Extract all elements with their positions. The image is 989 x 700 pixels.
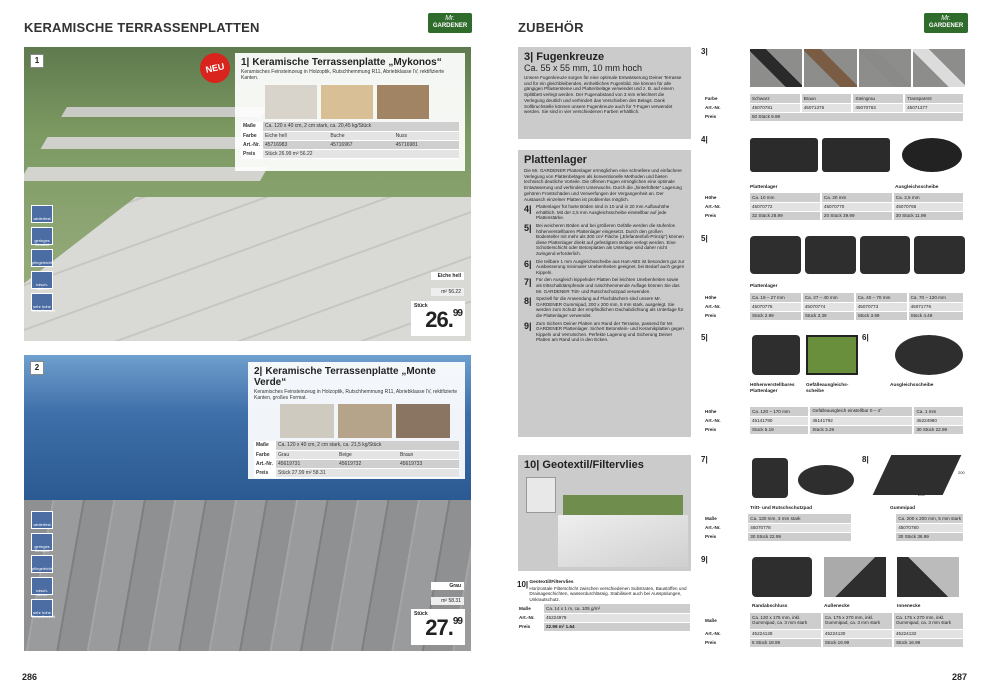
row8-number: 8| <box>862 455 869 464</box>
swatch-grau <box>280 404 334 438</box>
plattenlager-list <box>524 204 685 343</box>
row6-table: Höhe Ca. 120 – 170 mm Gefälleausgleich einstellbar 0 – 4° Ca. 1 mm Art.-Nr. 45141780 45141792 45224980 Preis Stück 5.19 Stück 3.29 30 Stück 22.99 <box>703 407 965 435</box>
list-item: 7| Für den Ausgleich kippelnder Platten bei leichten Unebenheiten sowie als trittschalldämpfende und rutschhemmende Auflage können Sie das Mr. GARDENER Tritt- und Rutschschutzpad verwenden. <box>524 277 680 294</box>
aussenecke-image <box>824 557 886 597</box>
product1-tag-qm: m² 56.22 <box>431 288 464 296</box>
light-weight-icon: geringes Gewicht <box>31 227 53 245</box>
winterfest-icon: winterfest <box>31 511 53 529</box>
row5-table: Höhe Ca. 19 – 27 mm Ca. 27 – 40 mm Ca. 40 – 70 mm Ca. 70 – 120 mm Art.-Nr. 45070775 45070774 45070773 45071776 Preis Stück 2.99 Stück 3.39 Stück 3.99 Stück 4.49 <box>703 293 965 321</box>
product2-description: Keramisches Feinsteinzeug in Holzoptik, Rutschhemmung R11, Abriebklasse IV, rektifizierte Kanten, großes Format. <box>254 389 458 401</box>
left-page-number: 286 <box>22 672 38 682</box>
right-page-number: 287 <box>952 672 968 682</box>
plattenlager-title: Plattenlager <box>524 154 587 166</box>
geotextil-thumbnail <box>526 477 556 513</box>
row4-name-plattenlager: Plattenlager <box>750 185 778 190</box>
row9-name-2: Innenecke <box>897 604 921 609</box>
row7-name: Tritt- und Rutschschutzpad <box>750 506 813 511</box>
swatch-beige <box>338 404 392 438</box>
plattenlager-panel <box>518 150 691 437</box>
row8-name: Gummipad <box>890 506 916 511</box>
row6-number-6: 6| <box>862 333 869 342</box>
innenecke-image <box>897 557 959 597</box>
plattenlager-20mm-image <box>822 138 890 172</box>
row5-number: 5| <box>701 234 708 243</box>
plattenlager-adjustable-images <box>750 236 965 274</box>
ausgleichsscheibe-image <box>902 138 962 172</box>
product1-title: 1| Keramische Terrassenplatte „Mykonos“ <box>241 57 442 68</box>
fugenkreuze-text: Unsere Fugenkreuze sorgen für eine optimale Entwässerung Deiner Terrasse und für ein gleichbleibendes, einheitliches Fugenbild. Sie können für alle gängigen Pflastersteine und Plattenbeläge verwendet und z. B. auf einem Splittbett verlegt werden. Der Fugenabstand von 3 mm erleichtert die Verlegung deutlich und verhindert das Verschieben des Belags. Dank Sollbruchstelle können unsere Fugenkreuze auch für T-Fugen verwendet werden. Sie sind in vier verschiedenen Farben erhältlich. <box>524 75 682 115</box>
row9-number: 9| <box>701 555 708 564</box>
swatch-nuss <box>377 85 429 119</box>
row9-name-0: Randabschluss <box>752 604 788 609</box>
list-item: 9| Zum Sichern Deiner Platten am Rand der Terrasse, passend für Mr. GARDENER Plattenlager. Sichert Betonstein- und Keramikplatten gegen Kippeln und Verrutschen. Perfekte Lagerung und Sicherung Deiner Platten am Rand und in den Ecken. <box>524 320 684 343</box>
high-load-icon: sehr hohe Belastbarkeit <box>31 599 53 617</box>
product1-infobox <box>235 53 465 171</box>
gefaelleausgleichsscheibe-image <box>806 335 858 375</box>
row4-name-ausgleichsscheibe: Ausgleichsscheibe <box>895 185 939 190</box>
product2-tag-qm: m² 58.31 <box>431 597 464 605</box>
row9-name-1: Außenecke <box>824 604 850 609</box>
light-weight-icon: geringes Gewicht <box>31 533 53 551</box>
fugenkreuz-schwarz-image <box>750 49 802 87</box>
product1-box-number: 1 <box>30 54 44 68</box>
row7-number: 7| <box>701 455 708 464</box>
gummipad-image <box>873 455 962 495</box>
fugenkreuze-panel <box>518 47 691 139</box>
geotextil-panel <box>518 455 691 571</box>
high-load-icon: sehr hohe Belastbarkeit <box>31 293 53 311</box>
product2-tag-name: Grau <box>431 582 464 590</box>
product1-description: Keramisches Feinsteinzeug in Holzoptik, Rutschhemmung R11, Abriebklasse IV, rektifizierte Kanten. <box>241 69 445 81</box>
gummipad-dim-label-b: 200 <box>958 470 965 475</box>
gummipad-dim-label-a: 200 <box>918 492 925 497</box>
product1-spec-table: Maße Ca. 120 x 40 cm, 2 cm stark, ca. 20,45 kg/Stück Farbe Eiche hell Buche Nuss Art.-Nr. 45716983 45716967 45716981 Preis Stück 26.99 m² 56.22 <box>241 122 459 159</box>
product2-infobox <box>248 362 465 479</box>
fugenkreuze-images <box>750 49 965 87</box>
new-badge: NEU <box>197 50 233 86</box>
easy-care-icon: pflegeleicht <box>31 249 53 267</box>
product2-swatches <box>280 404 459 438</box>
list-item: 6| Die teilbare 1 mm Ausgleichsscheibe aus Hart-ABS ist besonders gut zur Ausbesserung minimaler Unebenheiten geeignet, bei Bedarf auch gegen Kippeln. <box>524 258 685 275</box>
swatch-braun <box>396 404 450 438</box>
right-section-title: ZUBEHÖR <box>518 20 584 35</box>
fugenkreuz-steingrau-image <box>859 49 911 87</box>
left-section-title: KERAMISCHE TERRASSENPLATTEN <box>24 20 260 35</box>
geotextil-fleece-image <box>558 515 688 567</box>
plattenlager-text: Die Mr. GARDENER Plattenlager ermöglichen eine schnellere und einfachere Verlegung von Plattenbelägen als konventionelle Methoden und bieten technisch deutliche Vorteile. Die offenen Fugen ermöglichen eine optimale Entwässerung und verhindern Unterwuchs. Durch die „hinterlüftete“ Lagerung gehören Frostschäden und Verwerfungen der Vergangenheit an. Der Austausch einzelner Platten ist problemlos möglich. <box>524 168 682 202</box>
mr-gardener-logo: Mr. GARDENER <box>924 13 968 33</box>
row9-table: Maße Ca. 120 x 175 mm, inkl. Gummipad, ca. 3 mm stark Ca. 175 x 270 mm, inkl. Gummipad, ca. 3 mm stark Ca. 175 x 270 mm, inkl. Gummipad, ca. 3 mm stark Art.-Nr. 45224128 45224130 45224132 Preis 5 Stück 18.99 Stück 16.99 Stück 16.99 <box>703 613 965 648</box>
randabschluss-image <box>752 557 812 597</box>
list-item: 5| Bei weicheren Böden und bei größeren Gefälle werden die stufenlos höhenverstellbaren Plattenlager eingesetzt. Durch den großen Bodenteller mit mehr als 300 cm² Fläche („Elefantenfuß-Prinzip“) können diese Plattenlager direkt auf gefestigtem Boden verlegt werden. Eine Schotterschicht oder Betonplatten als Unterlage sind daher nicht zwingend erforderlich. <box>524 223 684 256</box>
swatch-buche <box>321 85 373 119</box>
easy-care-icon: pflegeleicht <box>31 555 53 573</box>
tritt-rutschschutzpad-image-a <box>752 458 788 498</box>
winterfest-icon: winterfest <box>31 205 53 223</box>
product1-price: Stück 26.99 <box>411 301 465 336</box>
tritt-rutschschutzpad-image-b <box>798 465 854 495</box>
row4-number: 4| <box>701 135 708 144</box>
product1-tag-name: Eiche hell <box>431 272 464 280</box>
product2-spec-table: Maße Ca. 120 x 40 cm, 2 cm stark, ca. 21,5 kg/Stück Farbe Grau Beige Braun Art.-Nr. 45619731 45619732 45619733 Preis Stück 27.99 m² 58.31 <box>254 441 459 478</box>
geotextil-title: 10| Geotextil/Filtervlies <box>524 459 644 471</box>
row4-table: Höhe Ca. 10 mm Ca. 20 mm Ca. 2,5 mm Art.-Nr. 45070772 45070770 45070768 Preis 32 Stück 28.99 20 Stück 39.99 30 Stück 11.99 <box>703 193 965 221</box>
slip-resistant-icon: rutsch-sicher <box>31 271 53 289</box>
product1-feature-icons <box>31 205 56 315</box>
row6-name-1: Gefälleausgleichs-scheibe <box>806 383 849 394</box>
product1-swatches <box>265 85 459 119</box>
row6-number-5: 5| <box>701 333 708 342</box>
geotextil-details: 10| Geotextil/Filtervlies Horizontale Filterschicht zwischen verschiedenen Substraten, Baustoffen und Drainageschichten, wasserdurchlässig. Stabilisiert auch bei Ausspülungen, Unkrautschutz. Maße Ca. 14 x 1 m, ca. 105 g/m² Art.-Nr. 45224979 Preis 22.99 m² 1.64 <box>517 580 692 632</box>
product2-title: 2| Keramische Terrassenplatte „Monte Verde“ <box>254 366 436 388</box>
product2-feature-icons <box>31 511 56 621</box>
row3-number: 3| <box>701 47 708 56</box>
fugenkreuze-size: Ca. 55 x 55 mm, 10 mm hoch <box>524 63 643 73</box>
row5-name: Plattenlager <box>750 284 778 289</box>
row3-table: Farbe Schwarz Braun Steingrau Transparent Art.-Nr. 45070781 45071376 45070763 45071377 Preis 50 Stück 9.99 <box>703 94 965 122</box>
product2-box-number: 2 <box>30 361 44 375</box>
product2-price: Stück 27.99 <box>411 609 465 645</box>
hoehenverstellbares-plattenlager-image <box>752 335 800 375</box>
plattenlager-10mm-image <box>750 138 818 172</box>
list-item: 4| Plattenlager für harte Böden sind in 10 und in 20 mm Aufbauhöhe erhältlich. Mit der 2,5 mm Ausgleichsscheibe einstellbar auf jede Plattenstärke. <box>524 204 670 221</box>
row7-table: Maße Ca. 130 mm, 3 mm stark Ca. 200 x 200 mm, 5 mm stark Art.-Nr. 45070778 45070780 Preis 30 Stück 22.99 30 Stück 36.99 <box>703 514 965 542</box>
mr-gardener-logo: Mr. GARDENER <box>428 13 472 33</box>
fugenkreuz-braun-image <box>804 49 856 87</box>
list-item: 8| Speziell für die Anwendung auf Flachdächern sind unsere Mr. GARDENER Gummipad, 200 x 200 mm, 5 mm stark, ausgelegt. Sie werden zum Schutz der empfindlichen Dachabdichtung als Unterlage für die Plattenlager verwendet. <box>524 296 684 318</box>
fugenkreuze-title: 3| Fugenkreuze <box>524 51 605 63</box>
fugenkreuz-transparent-image <box>913 49 965 87</box>
row6-name-2: Ausgleichsscheibe <box>890 383 934 388</box>
row6-name-0: Höhenverstellbares Plattenlager <box>750 383 795 394</box>
ausgleichsscheibe-1mm-image <box>895 335 963 375</box>
swatch-eiche-hell <box>265 85 317 119</box>
slip-resistant-icon: rutsch-sicher <box>31 577 53 595</box>
